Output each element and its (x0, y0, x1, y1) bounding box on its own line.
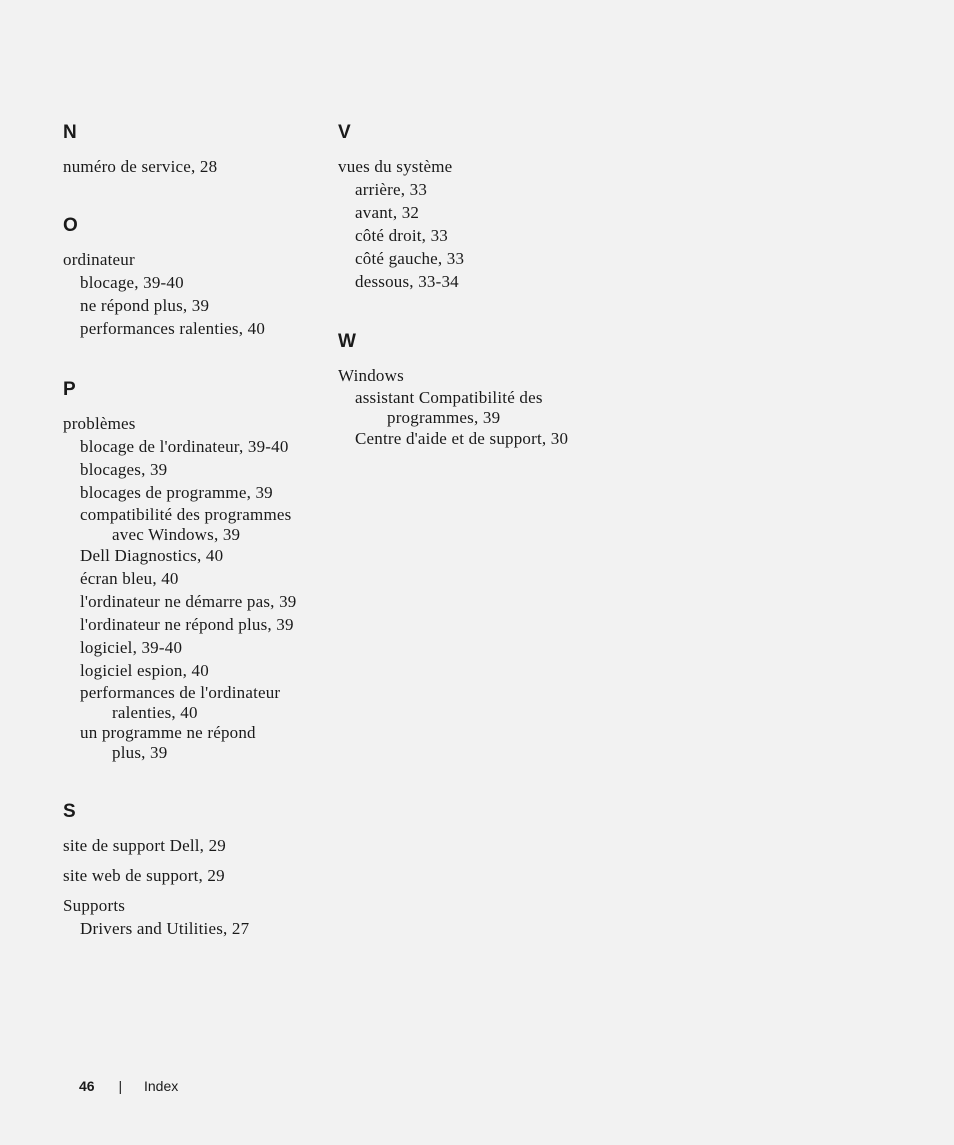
section-letter-o: O (63, 215, 78, 236)
section-letter-n: N (63, 122, 77, 143)
index-subentry: avant, 32 (355, 203, 420, 222)
index-entry: Windows (338, 366, 404, 385)
index-subentry: blocages, 39 (80, 460, 168, 479)
section-letter-v: V (338, 122, 351, 143)
index-subentry-line: compatibilité des programmes (80, 505, 292, 524)
index-subentry-continuation: avec Windows, 39 (112, 525, 241, 544)
index-subentry (63, 504, 323, 544)
index-subentry: Drivers and Utilities, 27 (80, 919, 250, 938)
index-column-right (338, 122, 638, 450)
index-subentry: ne répond plus, 39 (80, 296, 210, 315)
index-subentry-continuation: ralenties, 40 (112, 703, 198, 722)
footer-section-title: Index (144, 1078, 179, 1094)
index-subentry: logiciel, 39-40 (80, 638, 183, 657)
index-subentry: l'ordinateur ne démarre pas, 39 (80, 592, 297, 611)
index-section-n (63, 122, 323, 178)
index-column-left (63, 122, 323, 940)
index-subentry: Centre d'aide et de support, 30 (355, 429, 569, 448)
section-letter-w: W (338, 331, 356, 352)
index-section-w (338, 331, 638, 450)
index-section-v (338, 122, 638, 293)
index-subentry (63, 682, 323, 722)
index-section-o (63, 215, 323, 340)
index-subentry: blocages de programme, 39 (80, 483, 273, 502)
index-subentry: arrière, 33 (355, 180, 428, 199)
page-footer (79, 1077, 178, 1095)
index-subentry: côté gauche, 33 (355, 249, 465, 268)
index-entry: site de support Dell, 29 (63, 836, 226, 855)
index-entry: Supports (63, 896, 126, 915)
index-subentry-continuation: plus, 39 (112, 743, 168, 762)
section-letter-p: P (63, 379, 76, 400)
index-entry: problèmes (63, 414, 136, 433)
index-subentry (63, 722, 323, 762)
index-subentry-line: performances de l'ordinateur (80, 683, 281, 702)
index-subentry: logiciel espion, 40 (80, 661, 209, 680)
index-subentry: blocage de l'ordinateur, 39-40 (80, 437, 289, 456)
index-subentry: blocage, 39-40 (80, 273, 184, 292)
index-subentry: performances ralenties, 40 (80, 319, 266, 338)
footer-separator: | (118, 1078, 123, 1094)
index-subentry: écran bleu, 40 (80, 569, 179, 588)
index-subentry: l'ordinateur ne répond plus, 39 (80, 615, 294, 634)
index-entry: site web de support, 29 (63, 866, 225, 885)
index-entry: numéro de service, 28 (63, 157, 218, 176)
page-number: 46 (79, 1078, 95, 1094)
index-subentry (338, 387, 638, 427)
index-subentry-line: un programme ne répond (80, 723, 256, 742)
index-subentry-continuation: programmes, 39 (387, 408, 501, 427)
index-subentry: côté droit, 33 (355, 226, 448, 245)
section-letter-s: S (63, 801, 76, 822)
index-subentry: dessous, 33-34 (355, 272, 459, 291)
index-subentry: Dell Diagnostics, 40 (80, 546, 224, 565)
index-entry: ordinateur (63, 250, 135, 269)
index-section-s (63, 801, 323, 940)
index-entry: vues du système (338, 157, 453, 176)
index-section-p (63, 379, 323, 762)
index-subentry-line: assistant Compatibilité des (355, 388, 543, 407)
